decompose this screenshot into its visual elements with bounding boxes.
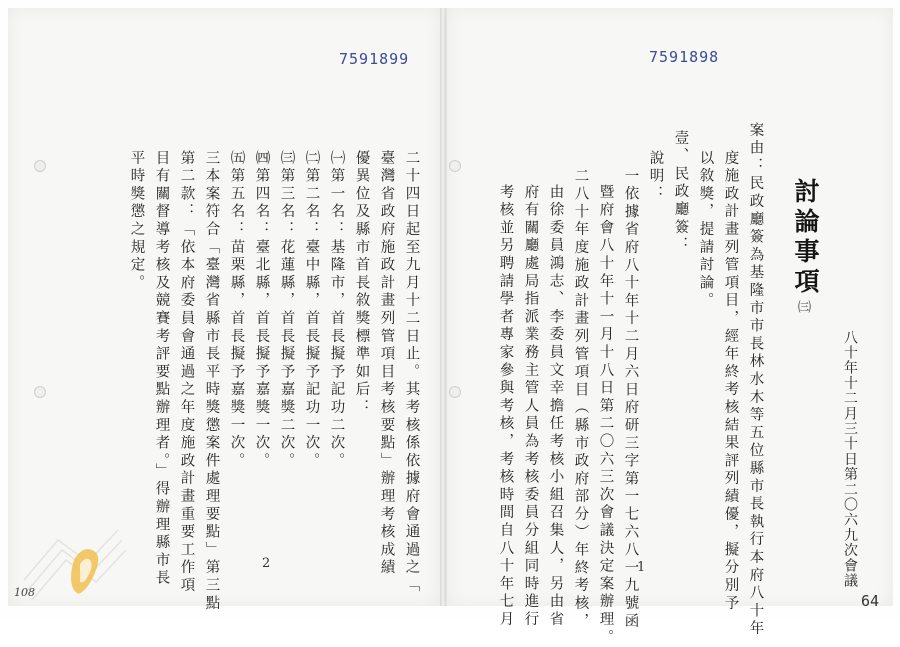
left-text-column-9: 三本案符合「臺灣省縣市長平時獎懲案件處理要點」第三點	[203, 150, 220, 613]
right-page-number: 1	[637, 560, 646, 575]
document-title: 討論事項	[791, 178, 820, 298]
left-text-column-6: ㈢第三名：花蓮縣，首長擬予嘉獎二次。	[278, 150, 295, 471]
left-text-column-5: ㈡第二名：臺中縣，首長擬予記功一次。	[303, 150, 320, 471]
left-text-column-4: ㈠第一名：基隆市，首長擬予記功二次。	[328, 150, 345, 471]
title-number: ㈢	[795, 300, 810, 313]
right-text-column-1: 案由：民政廳簽為基隆市市長林水木等五位縣市長執行本府八十年	[747, 122, 764, 639]
left-text-column-11: 目有關督導考核及競賽考評要點辦理者。」得辦理縣市長	[153, 150, 170, 588]
right-folio: 64	[861, 592, 880, 610]
left-text-column-2: 臺灣省政府施政計畫列管項目考核要點」辦理考核成績	[378, 150, 395, 578]
right-text-column-11: 考核並另聘請學者專家參與考核，考核時間自八十年七月	[497, 184, 514, 629]
punch-hole	[449, 386, 461, 398]
left-text-column-12: 平時獎懲之規定。	[128, 150, 145, 293]
right-text-column-10: 府有關廳處局指派業務主管人員為考核委員分組同時進行	[522, 184, 539, 629]
punch-hole	[449, 160, 461, 172]
right-text-column-6: 一依據省府八十年十二月六日府研三字第一七六八一九號函	[622, 168, 639, 631]
left-text-column-1: 二十四日起至九月十二日止。其考核係依據府會通過之「	[403, 150, 420, 595]
left-text-column-7: ㈣第四名：臺北縣，首長擬予嘉獎一次。	[253, 150, 270, 471]
right-page	[446, 8, 893, 647]
left-folio: 108	[14, 586, 35, 599]
meeting-note: 八十年十二月三十日第二〇六九次會議	[842, 330, 858, 589]
punch-hole	[34, 386, 46, 398]
left-serial-number: 7591899	[339, 50, 410, 68]
punch-hole	[34, 160, 46, 172]
right-text-column-3: 以敘獎，提請討論。	[697, 150, 714, 311]
right-text-column-8: 二八十年度施政計畫列管項目（縣市政府部分）年終考核，	[572, 168, 589, 631]
left-text-column-10: 第二款：「依本府委員會通過之年度施政計畫重要工作項	[178, 150, 195, 595]
left-text-column-3: 優異位及縣市首長敘獎標準如后：	[353, 150, 370, 417]
left-page	[8, 8, 441, 613]
right-text-column-5: 說明：	[647, 150, 664, 204]
right-text-column-7: 暨府會八十年十一月十八日第二〇六三次會議決定案辦理。	[597, 184, 614, 647]
right-serial-number: 7591898	[649, 48, 720, 66]
right-text-column-4: 壹、民政廳簽：	[672, 130, 689, 255]
left-text-column-8: ㈤第五名：苗栗縣，首長擬予嘉獎一次。	[228, 150, 245, 471]
left-page-number: 2	[262, 556, 271, 571]
right-text-column-9: 由徐委員鴻志、李委員文幸擔任考核小組召集人，另由省	[547, 184, 564, 629]
right-text-column-2: 度施政計畫列管項目，經年終考核結果評列績優，擬分別予	[722, 150, 739, 613]
archive-logo-icon	[22, 520, 132, 606]
